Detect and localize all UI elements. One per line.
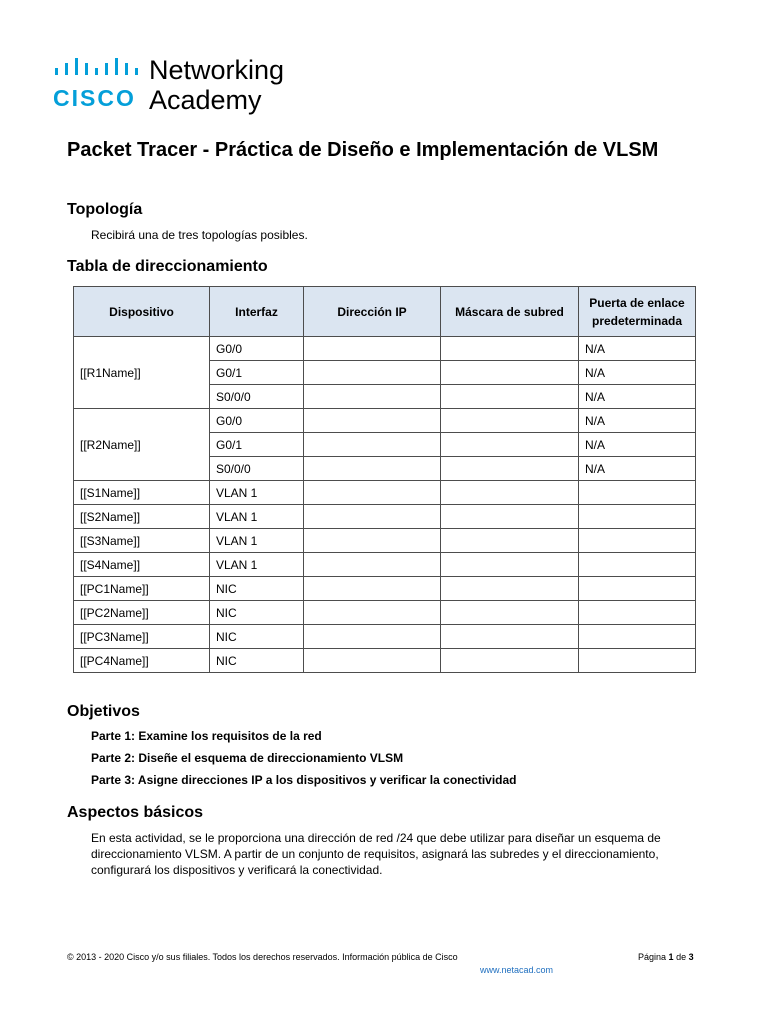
header-device: Dispositivo (74, 287, 210, 337)
cell-subnet-mask (441, 433, 579, 457)
page-total: 3 (688, 952, 694, 962)
cell-ip-address (304, 529, 441, 553)
table-row (74, 553, 696, 577)
topology-text: Recibirá una de tres topologías posibles. (91, 228, 308, 242)
objectives-list (91, 729, 517, 795)
cell-interface: NIC (210, 601, 304, 625)
footer-page-number (638, 952, 694, 962)
logo-academy-text: Academy (149, 85, 262, 115)
cell-ip-address (304, 433, 441, 457)
header-default-gateway: Puerta de enlace predeterminada (579, 287, 696, 337)
cell-subnet-mask (441, 625, 579, 649)
cell-ip-address (304, 505, 441, 529)
cisco-bars-logo-icon (53, 58, 148, 108)
document-title: Packet Tracer - Práctica de Diseño e Implementación de VLSM (67, 139, 659, 161)
table-row (74, 649, 696, 673)
cell-ip-address (304, 385, 441, 409)
table-row (74, 409, 696, 433)
cell-interface: VLAN 1 (210, 553, 304, 577)
cell-interface: G0/0 (210, 337, 304, 361)
cell-subnet-mask (441, 649, 579, 673)
cell-default-gateway: N/A (579, 337, 696, 361)
objective-part-1: Parte 1: Examine los requisitos de la red (91, 729, 322, 743)
basics-heading: Aspectos básicos (67, 804, 204, 821)
cell-device: [[S4Name]] (74, 553, 210, 577)
objective-part-3: Parte 3: Asigne direcciones IP a los dispositivos y verificar la conectividad (91, 773, 517, 787)
cell-device: [[S3Name]] (74, 529, 210, 553)
cell-subnet-mask (441, 361, 579, 385)
basics-text: En esta actividad, se le proporciona una dirección de red /24 que debe utilizar para diseñar un esquema de direccionamiento VLSM. A partir de un conjunto de requisitos, asignará las subredes y el direccionamiento, configurará los dispositivos y verificará la conectividad. (91, 831, 661, 877)
cell-interface: VLAN 1 (210, 529, 304, 553)
page-current: 1 (668, 952, 674, 962)
cell-ip-address (304, 553, 441, 577)
cell-subnet-mask (441, 601, 579, 625)
cell-interface: G0/0 (210, 409, 304, 433)
cell-default-gateway (579, 577, 696, 601)
header-interface: Interfaz (210, 287, 304, 337)
cell-default-gateway: N/A (579, 433, 696, 457)
cell-interface: NIC (210, 649, 304, 673)
cell-ip-address (304, 457, 441, 481)
objectives-heading: Objetivos (67, 703, 140, 720)
cell-device: [[R2Name]] (74, 409, 210, 481)
cell-interface: S0/0/0 (210, 457, 304, 481)
cell-device: [[S1Name]] (74, 481, 210, 505)
cisco-wordmark: CISCO (53, 85, 136, 108)
cell-interface: NIC (210, 625, 304, 649)
objective-part-2: Parte 2: Diseñe el esquema de direccionamiento VLSM (91, 751, 404, 765)
cell-subnet-mask (441, 505, 579, 529)
cell-default-gateway (579, 529, 696, 553)
cell-ip-address (304, 481, 441, 505)
cell-subnet-mask (441, 553, 579, 577)
cell-default-gateway: N/A (579, 361, 696, 385)
table-row (74, 625, 696, 649)
cell-subnet-mask (441, 577, 579, 601)
cell-default-gateway: N/A (579, 409, 696, 433)
cell-subnet-mask (441, 529, 579, 553)
cell-default-gateway (579, 649, 696, 673)
cell-interface: VLAN 1 (210, 481, 304, 505)
cell-subnet-mask (441, 409, 579, 433)
cell-subnet-mask (441, 457, 579, 481)
cell-ip-address (304, 577, 441, 601)
footer-copyright: © 2013 - 2020 Cisco y/o sus filiales. Todos los derechos reservados. Información pública de Cisco (67, 952, 458, 962)
cell-default-gateway (579, 505, 696, 529)
cell-interface: G0/1 (210, 433, 304, 457)
cell-default-gateway: N/A (579, 457, 696, 481)
table-row (74, 337, 696, 361)
cell-default-gateway (579, 481, 696, 505)
addressing-table (73, 286, 696, 673)
cell-interface: NIC (210, 577, 304, 601)
footer-netacad-link[interactable]: www.netacad.com (480, 965, 554, 975)
cell-subnet-mask (441, 385, 579, 409)
cell-device: [[PC1Name]] (74, 577, 210, 601)
topology-heading: Topología (67, 201, 143, 218)
cell-ip-address (304, 625, 441, 649)
header-ip-address: Dirección IP (304, 287, 441, 337)
cisco-networking-academy-logo (53, 55, 313, 118)
table-header-row (74, 287, 696, 337)
table-row (74, 529, 696, 553)
cell-ip-address (304, 337, 441, 361)
cell-ip-address (304, 409, 441, 433)
cell-default-gateway (579, 625, 696, 649)
cell-ip-address (304, 361, 441, 385)
cell-device: [[PC3Name]] (74, 625, 210, 649)
cell-interface: G0/1 (210, 361, 304, 385)
cell-default-gateway (579, 601, 696, 625)
addressing-table-heading: Tabla de direccionamiento (67, 258, 268, 275)
cell-subnet-mask (441, 337, 579, 361)
table-row (74, 505, 696, 529)
page-of: de (676, 952, 687, 962)
cell-subnet-mask (441, 481, 579, 505)
page-label: Página (638, 952, 667, 962)
header-subnet-mask: Máscara de subred (441, 287, 579, 337)
cell-interface: S0/0/0 (210, 385, 304, 409)
cell-device: [[S2Name]] (74, 505, 210, 529)
cell-ip-address (304, 649, 441, 673)
logo-networking-text: Networking (149, 55, 285, 85)
cell-default-gateway: N/A (579, 385, 696, 409)
cell-default-gateway (579, 553, 696, 577)
cell-interface: VLAN 1 (210, 505, 304, 529)
cell-device: [[PC2Name]] (74, 601, 210, 625)
cell-device: [[PC4Name]] (74, 649, 210, 673)
table-row (74, 481, 696, 505)
table-row (74, 601, 696, 625)
cell-ip-address (304, 601, 441, 625)
cell-device: [[R1Name]] (74, 337, 210, 409)
table-row (74, 577, 696, 601)
